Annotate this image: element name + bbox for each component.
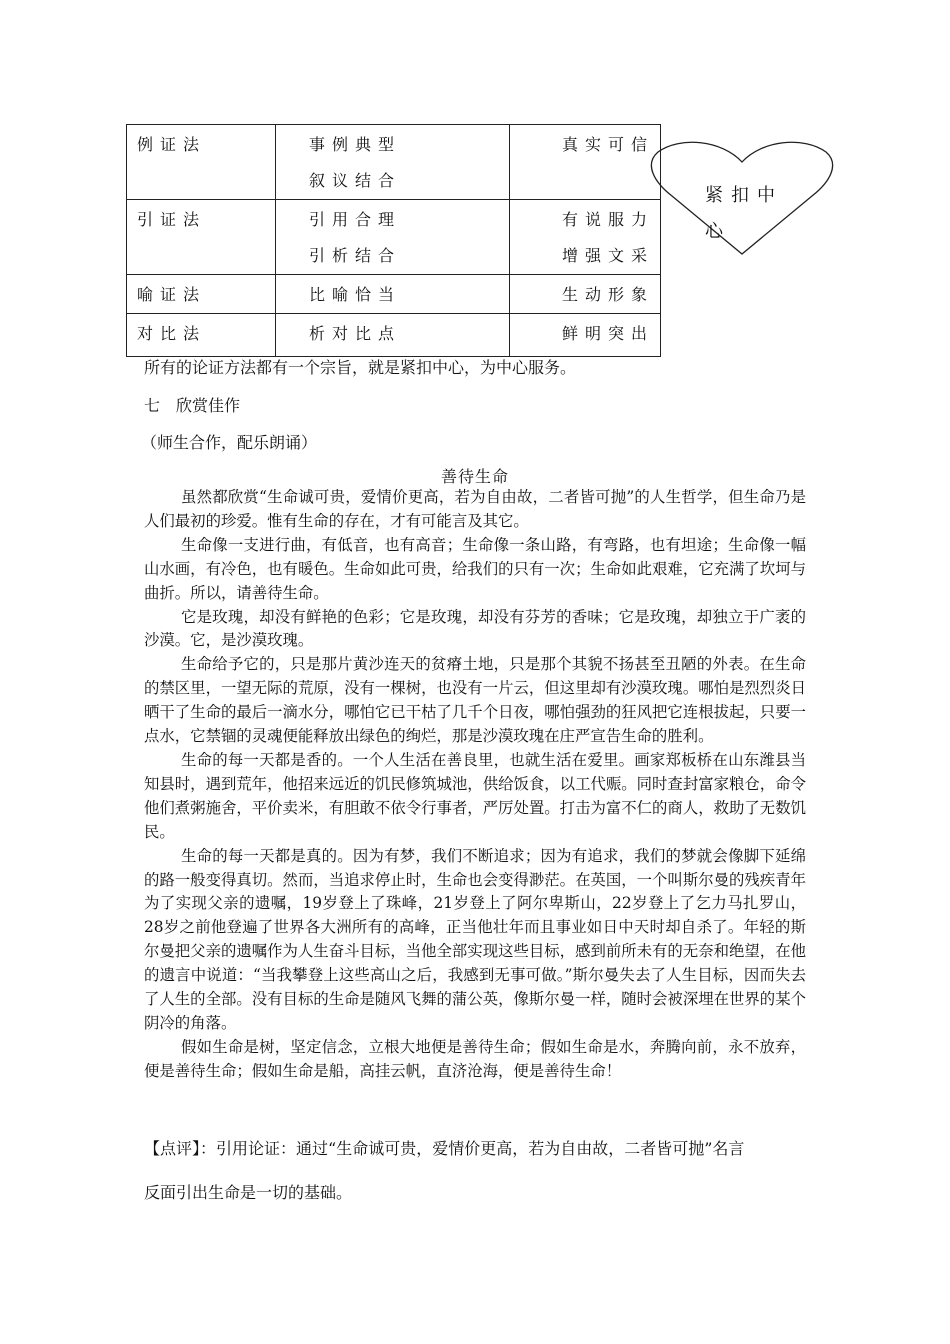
method-name: 引证法 (137, 210, 207, 229)
article-paragraph: 生命像一支进行曲，有低音，也有高音；生命像一条山路，有弯路，也有坦途；生命像一幅山水画，有冷色，也有暖色。生命如此可贵，给我们的只有一次；生命如此艰难，它充满了坎坷与曲折。所以，请善待生命。 (144, 535, 806, 602)
method-name: 例证法 (137, 135, 207, 154)
section-heading: 七 欣赏佳作 (144, 396, 241, 415)
table-row (127, 275, 661, 314)
table-row (127, 125, 661, 200)
article-body (144, 486, 806, 1084)
requirement-text: 事例典型 (309, 135, 402, 154)
requirement-cell (276, 125, 510, 200)
table-row (127, 200, 661, 275)
review-continuation: 反面引出生命是一切的基础。 (144, 1183, 353, 1202)
activity-note: （师生合作，配乐朗诵） (141, 433, 318, 452)
requirement-text: 引析结合 (309, 246, 402, 265)
article-paragraph: 虽然都欣赏“生命诚可贵，爱情价更高，若为自由故，二者皆可抛”的人生哲学，但生命乃是人们最初的珍爱。惟有生命的存在，才有可能言及其它。 (144, 488, 806, 530)
article-paragraph: 假如生命是树，坚定信念，立根大地便是善待生命；假如生命是水，奔腾向前，永不放弃，便是善待生命；假如生命是船，高挂云帆，直济沧海，便是善待生命！ (144, 1037, 806, 1080)
requirement-cell (276, 275, 510, 314)
effect-cell (510, 275, 661, 314)
effect-text: 有说服力 (562, 210, 655, 229)
article-paragraph: 生命的每一天都是真的。因为有梦，我们不断追求；因为有追求，我们的梦就会像脚下延绵的路一般变得真切。然而，当追求停止时，生命也会变得渺茫。在英国，一个叫斯尔曼的残疾青年为了实现父亲的遗嘱，19岁登上了珠峰，21岁登上了阿尔卑斯山，22岁登上了乞力马扎罗山，28岁之前他登遍了世界各大洲所有的高峰，正当他壮年而且事业如日中天时却自杀了。年轻的斯尔曼把父亲的遗嘱作为人生奋斗目标，当他全部实现这些目标，感到前所未有的无奈和绝望，在他的遗言中说道：“当我攀登上这些高山之后，我感到无事可做。”斯尔曼失去了人生目标，因而失去了人生的全部。没有目标的生命是随风飞舞的蒲公英，像斯尔曼一样，随时会被深埋在世界的某个阴冷的角落。 (144, 846, 806, 1032)
article-title: 善待生命 (440, 467, 509, 486)
review-line (144, 1136, 744, 1159)
method-cell (127, 125, 276, 200)
effect-text: 真实可信 (562, 135, 655, 154)
effect-cell (510, 200, 661, 275)
article-paragraph: 生命的每一天都是香的。一个人生活在善良里，也就生活在爱里。画家郑板桥在山东潍县当知县时，遇到荒年，他招来远近的饥民修筑城池，供给饭食，以工代赈。同时查封富家粮仓，命令他们煮粥施舍，平价卖米，有胆敢不依令行事者，严厉处置。打击为富不仁的商人，救助了无数饥民。 (144, 750, 806, 841)
article-paragraph: 它是玫瑰，却没有鲜艳的色彩；它是玫瑰，却没有芬芳的香味；它是玫瑰，却独立于广袤的沙漠。它，是沙漠玫瑰。 (144, 607, 806, 650)
review-tag: 【点评】 (144, 1139, 201, 1158)
effect-cell (510, 314, 661, 357)
effect-text: 鲜明突出 (562, 324, 655, 343)
requirement-text: 比喻恰当 (309, 285, 402, 304)
method-cell (127, 200, 276, 275)
requirement-text: 析对比点 (309, 324, 402, 343)
argument-methods-table (126, 124, 661, 357)
summary-text: 所有的论证方法都有一个宗旨，就是紧扣中心，为中心服务。 (144, 358, 577, 377)
method-name: 对比法 (137, 324, 207, 343)
method-cell (127, 275, 276, 314)
effect-cell (510, 125, 661, 200)
method-name: 喻证法 (137, 285, 207, 304)
requirement-text: 叙议结合 (309, 171, 402, 190)
heart-label: 紧扣中心 (705, 185, 783, 242)
effect-text: 增强文采 (562, 246, 655, 265)
article-paragraph: 生命给予它的，只是那片黄沙连天的贫瘠土地，只是那个其貌不扬甚至丑陋的外表。在生命的禁区里，一望无际的荒原，没有一棵树，也没有一片云，但这里却有沙漠玫瑰。哪怕是烈烈炎日晒干了生命的最后一滴水分，哪怕它已干枯了几千个日夜，哪怕强劲的狂风把它连根拔起，只要一点水，它禁锢的灵魂便能释放出绿色的绚烂，那是沙漠玫瑰在庄严宣告生命的胜利。 (144, 655, 806, 746)
review-text: ：引用论证：通过“生命诚可贵，爱情价更高，若为自由故，二者皆可抛”名言 (200, 1139, 745, 1158)
method-cell (127, 314, 276, 357)
requirement-cell (276, 200, 510, 275)
effect-text: 生动形象 (562, 285, 655, 304)
requirement-text: 引用合理 (309, 210, 402, 229)
table-row (127, 314, 661, 357)
requirement-cell (276, 314, 510, 357)
